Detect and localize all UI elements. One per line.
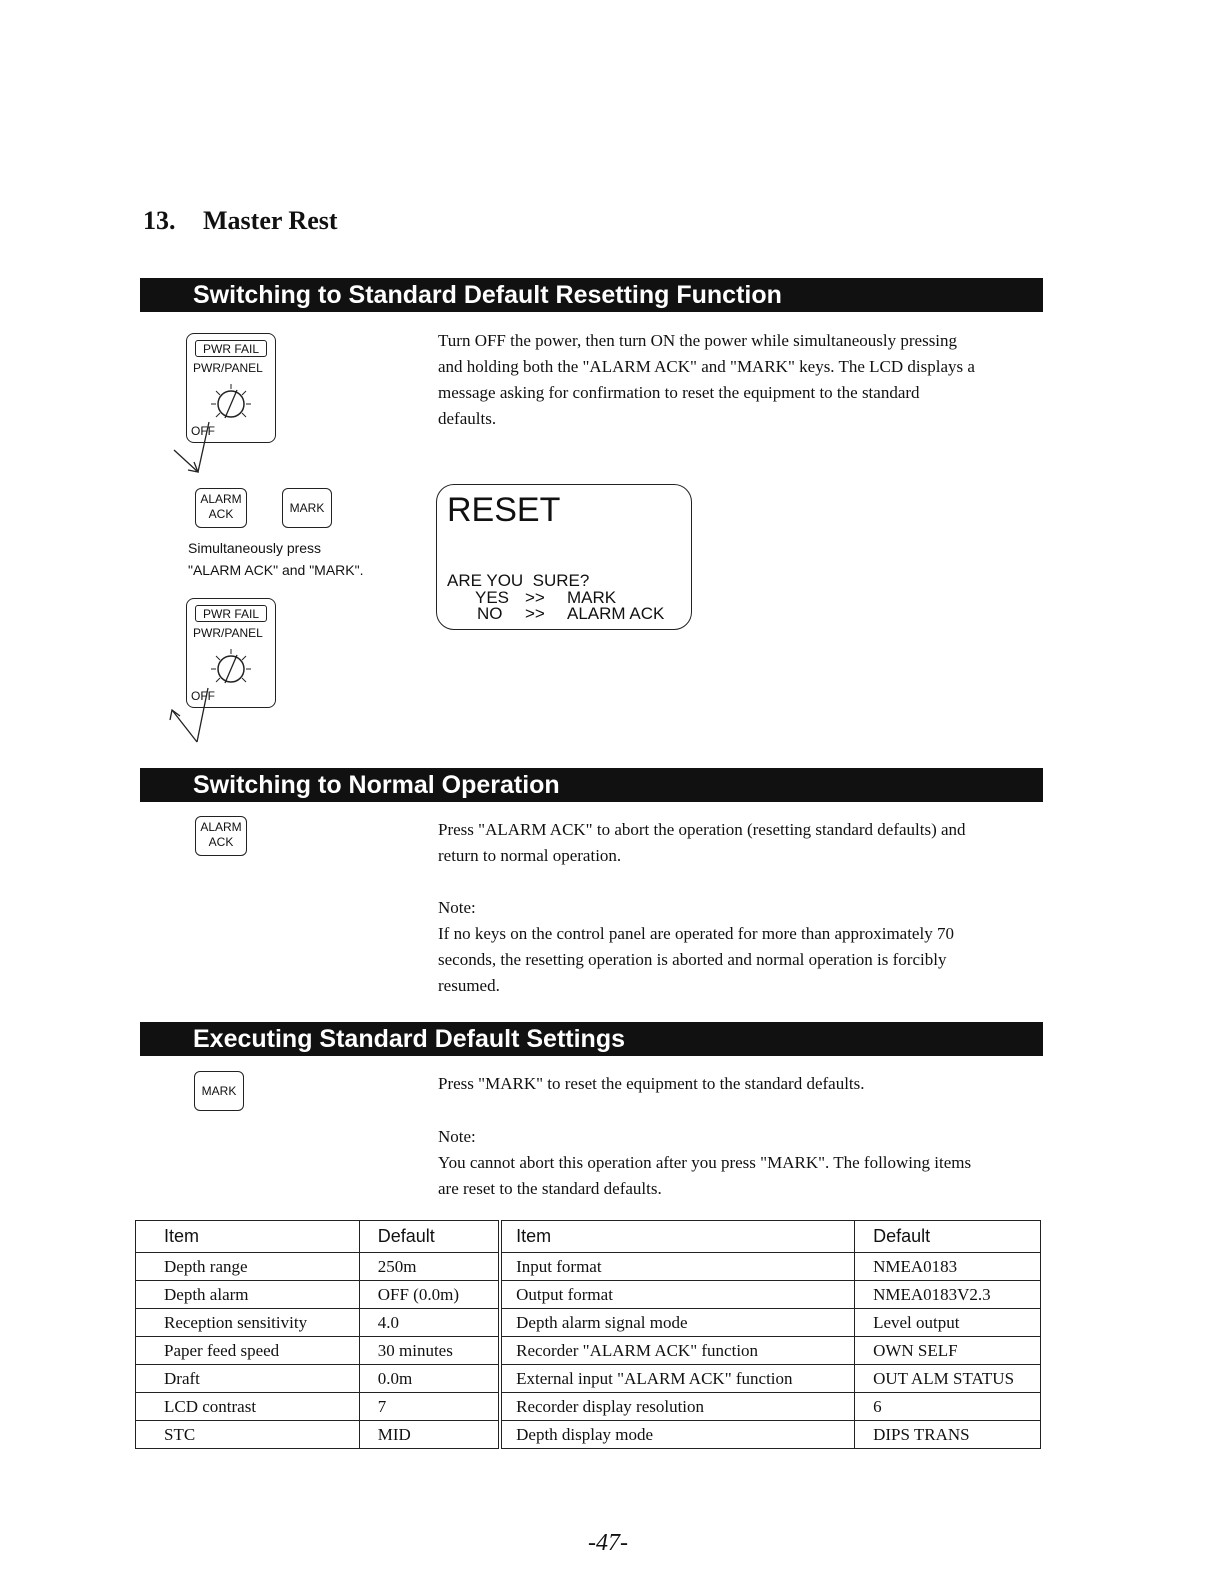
normal-operation-text [438, 817, 966, 869]
table-cell: Paper feed speed [136, 1337, 360, 1365]
table-cell: DIPS TRANS [855, 1421, 1041, 1449]
lcd-question: ARE YOU SURE? [447, 571, 590, 590]
caption-line: Simultaneously press [188, 540, 322, 556]
defaults-table [135, 1220, 1041, 1449]
text-line: Press "ALARM ACK" to abort the operation (resetting standard defaults) and [438, 820, 966, 839]
text-line: Turn OFF the power, then turn ON the power while simultaneously pressing [438, 331, 958, 350]
note-label: Note: [438, 1127, 476, 1146]
table-cell: 30 minutes [359, 1337, 500, 1365]
lcd-title: RESET [447, 491, 561, 529]
table-cell: External input "ALARM ACK" function [500, 1365, 854, 1393]
text-line: defaults. [438, 409, 497, 428]
pwr-panel-label: PWR/PANEL [193, 626, 263, 640]
table-cell: STC [136, 1421, 360, 1449]
table-cell: OFF (0.0m) [359, 1281, 500, 1309]
table-cell: Depth display mode [500, 1421, 854, 1449]
table-cell: Depth alarm [136, 1281, 360, 1309]
note-label: Note: [438, 898, 476, 917]
table-cell: 6 [855, 1393, 1041, 1421]
table-cell: Recorder "ALARM ACK" function [500, 1337, 854, 1365]
lcd-arrow: >> [525, 588, 545, 607]
pwr-fail-indicator: PWR FAIL [195, 605, 267, 622]
table-row [136, 1253, 1041, 1281]
table-row [136, 1281, 1041, 1309]
table-cell: NMEA0183 [855, 1253, 1041, 1281]
off-label: OFF [191, 424, 215, 438]
text-line: message asking for confirmation to reset the equipment to the standard [438, 383, 920, 402]
text-line: return to normal operation. [438, 846, 622, 865]
lcd-yes: YES [475, 588, 510, 607]
reset-function-text [438, 328, 975, 432]
pwr-fail-indicator: PWR FAIL [195, 340, 267, 357]
table-cell: OWN SELF [855, 1337, 1041, 1365]
header-item: Item [136, 1221, 360, 1253]
table-row [136, 1337, 1041, 1365]
text-line: If no keys on the control panel are operated for more than approximately 70 [438, 924, 954, 943]
caption-line: "ALARM ACK" and "MARK". [188, 562, 364, 578]
table-cell: 7 [359, 1393, 500, 1421]
simultaneous-press-caption [188, 537, 364, 581]
alarm-ack-key-icon [195, 816, 247, 856]
alarm-key-label: ALARM [200, 492, 242, 506]
section-number: 13. [143, 206, 176, 235]
heading-executing-defaults: Executing Standard Default Settings [140, 1022, 1043, 1056]
table-cell: Depth range [136, 1253, 360, 1281]
mark-key-icon: MARK [194, 1071, 244, 1111]
executing-defaults-text [438, 1071, 865, 1097]
lcd-no: NO [477, 604, 503, 623]
alarm-ack-key-icon [195, 488, 247, 528]
header-default: Default [855, 1221, 1041, 1253]
table-row [136, 1393, 1041, 1421]
text-line: resumed. [438, 976, 500, 995]
turn-arrow-icon [164, 420, 224, 480]
ack-key-label: ACK [208, 835, 234, 849]
page-title [143, 206, 338, 236]
off-label: OFF [191, 689, 215, 703]
table-cell: 0.0m [359, 1365, 500, 1393]
table-row [136, 1421, 1041, 1449]
executing-defaults-note [438, 1124, 971, 1202]
table-cell: MID [359, 1421, 500, 1449]
table-cell: LCD contrast [136, 1393, 360, 1421]
text-line: Press "MARK" to reset the equipment to the standard defaults. [438, 1074, 865, 1093]
alarm-key-label: ALARM [200, 820, 242, 834]
header-item: Item [500, 1221, 854, 1253]
page-number: -47- [588, 1530, 628, 1556]
table-cell: Reception sensitivity [136, 1309, 360, 1337]
text-line: are reset to the standard defaults. [438, 1179, 662, 1198]
lcd-yes-action: MARK [567, 588, 617, 607]
table-cell: Draft [136, 1365, 360, 1393]
table-row [136, 1365, 1041, 1393]
table-cell: Recorder display resolution [500, 1393, 854, 1421]
lcd-arrow: >> [525, 604, 545, 623]
text-line: and holding both the "ALARM ACK" and "MARK" keys. The LCD displays a [438, 357, 975, 376]
table-cell: Level output [855, 1309, 1041, 1337]
heading-reset-function: Switching to Standard Default Resetting Function [140, 278, 1043, 312]
table-cell: NMEA0183V2.3 [855, 1281, 1041, 1309]
turn-arrow-icon [164, 686, 224, 746]
lcd-no-action: ALARM ACK [567, 604, 665, 623]
mark-key-icon: MARK [282, 488, 332, 528]
table-cell: Depth alarm signal mode [500, 1309, 854, 1337]
text-line: You cannot abort this operation after you press "MARK". The following items [438, 1153, 972, 1172]
table-cell: Input format [500, 1253, 854, 1281]
lcd-display [436, 484, 692, 630]
section-title: Master Rest [203, 206, 338, 235]
text-line: seconds, the resetting operation is aborted and normal operation is forcibly [438, 950, 947, 969]
pwr-panel-label: PWR/PANEL [193, 361, 263, 375]
ack-key-label: ACK [208, 507, 234, 521]
header-default: Default [359, 1221, 500, 1253]
table-header-row [136, 1221, 1041, 1253]
table-row [136, 1309, 1041, 1337]
table-cell: 4.0 [359, 1309, 500, 1337]
table-cell: Output format [500, 1281, 854, 1309]
table-cell: OUT ALM STATUS [855, 1365, 1041, 1393]
heading-normal-operation: Switching to Normal Operation [140, 768, 1043, 802]
table-cell: 250m [359, 1253, 500, 1281]
normal-operation-note [438, 895, 954, 999]
